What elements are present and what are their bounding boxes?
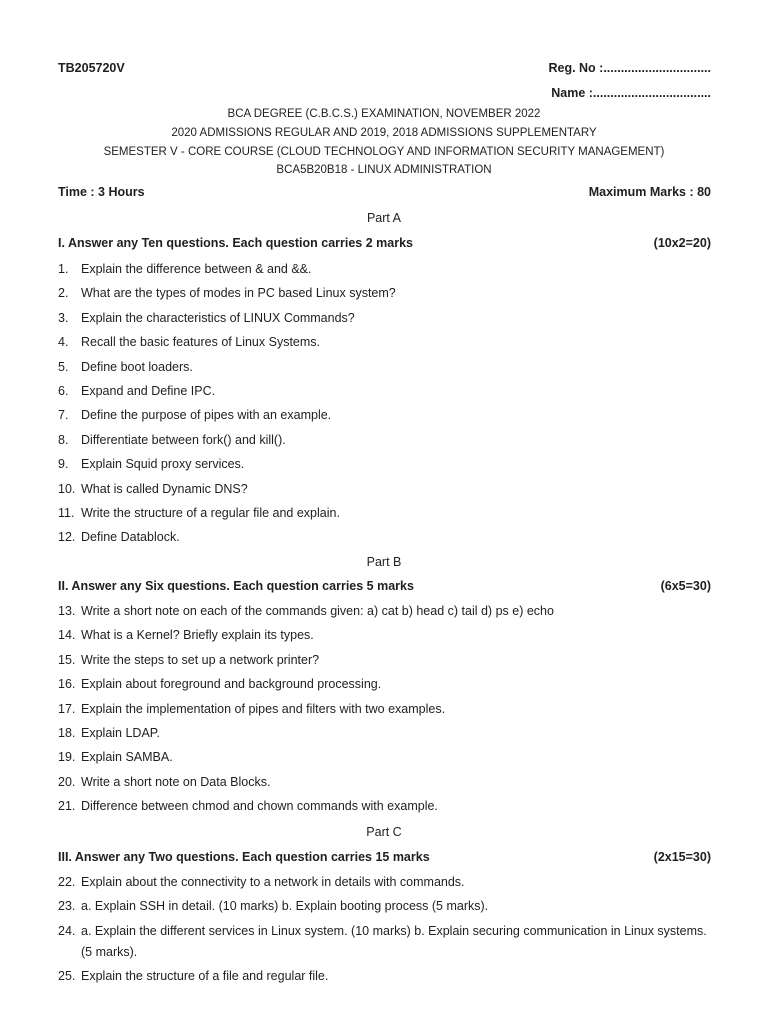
question-item	[58, 503, 711, 524]
question-number: 23.	[58, 899, 76, 914]
max-marks-label: Maximum Marks : 80	[588, 185, 711, 199]
question-text: Recall the basic features of Linux Systems.	[81, 335, 321, 350]
question-number: 5.	[58, 359, 69, 374]
question-item	[58, 625, 711, 646]
course-code-line: BCA5B20B18 - LINUX ADMINISTRATION	[276, 164, 492, 176]
part-b-instruction-row	[58, 579, 711, 593]
question-number: 18.	[58, 725, 76, 740]
name-field: Name :..................................	[551, 86, 711, 100]
question-item	[58, 723, 711, 744]
part-c-instruction-row	[58, 850, 711, 864]
part-a-instruction: I. Answer any Ten questions. Each question carries 2 marks	[58, 236, 413, 250]
part-a-instruction-row	[58, 236, 711, 250]
exam-title: BCA DEGREE (C.B.C.S.) EXAMINATION, NOVEMBER 2022	[227, 108, 541, 120]
question-number: 21.	[58, 799, 76, 814]
question-text: Explain Squid proxy services.	[81, 457, 245, 472]
question-text: Define Datablock.	[81, 530, 180, 545]
question-number: 10.	[58, 481, 76, 496]
question-text: Explain SAMBA.	[81, 750, 173, 765]
question-text: Explain about foreground and background processing.	[81, 677, 382, 692]
question-text: Define the purpose of pipes with an example.	[81, 408, 332, 423]
question-item	[58, 527, 711, 548]
question-item	[58, 357, 711, 378]
question-text: Explain the difference between & and &&.	[81, 262, 312, 276]
question-number: 9.	[58, 457, 69, 472]
question-text: Explain LDAP.	[81, 725, 160, 740]
question-item	[58, 921, 711, 963]
question-number: 12.	[58, 530, 76, 545]
question-number: 4.	[58, 335, 69, 350]
part-b-marks: (6x5=30)	[660, 579, 711, 593]
question-item	[58, 381, 711, 402]
question-item	[58, 405, 711, 426]
question-text: Write the structure of a regular file and explain.	[81, 505, 340, 520]
question-item	[58, 650, 711, 671]
question-item	[58, 308, 711, 329]
part-b-title: Part B	[366, 555, 402, 569]
question-number: 11.	[58, 505, 75, 520]
question-text: Difference between chmod and chown commands with example.	[81, 799, 438, 814]
question-text: Write the steps to set up a network printer?	[81, 652, 320, 667]
time-label: Time : 3 Hours	[58, 185, 145, 199]
question-item	[58, 772, 711, 793]
question-item	[58, 896, 711, 917]
question-item	[58, 332, 711, 353]
part-a-questions	[58, 259, 711, 552]
question-text: Expand and Define IPC.	[81, 383, 216, 398]
question-number: 16.	[58, 677, 76, 692]
question-text: Differentiate between fork() and kill().	[81, 432, 286, 447]
part-b-instruction: II. Answer any Six questions. Each question carries 5 marks	[58, 579, 414, 593]
question-number: 3.	[58, 310, 69, 325]
question-item	[58, 601, 711, 622]
part-c-marks: (2x15=30)	[653, 850, 711, 864]
question-number: 8.	[58, 432, 69, 447]
question-text: What are the types of modes in PC based Linux system?	[81, 286, 396, 301]
question-number: 22.	[58, 875, 76, 889]
question-number: 6.	[58, 383, 69, 398]
question-text: What is called Dynamic DNS?	[81, 481, 248, 496]
question-item	[58, 283, 711, 304]
question-number: 19.	[58, 750, 76, 765]
question-number: 14.	[58, 628, 76, 643]
question-text: Explain the structure of a file and regular file.	[81, 969, 329, 984]
question-number: 7.	[58, 408, 69, 423]
part-c-title: Part C	[366, 825, 402, 839]
question-item	[58, 430, 711, 451]
reg-no-field: Reg. No :...............................	[548, 61, 711, 75]
question-item	[58, 966, 711, 987]
question-item	[58, 872, 711, 893]
part-c-questions	[58, 872, 711, 991]
question-text: Explain about the connectivity to a network in details with commands.	[81, 875, 465, 889]
part-a-marks: (10x2=20)	[653, 236, 711, 250]
question-number: 15.	[58, 652, 76, 667]
question-number: 25.	[58, 969, 76, 984]
admissions-line: 2020 ADMISSIONS REGULAR AND 2019, 2018 ADMISSIONS SUPPLEMENTARY	[171, 127, 597, 139]
question-item	[58, 454, 711, 475]
question-number: 13.	[58, 604, 76, 618]
question-item	[58, 674, 711, 695]
question-text: a. Explain the different services in Linux system. (10 marks) b. Explain securing communication in Linux systems. (5 marks).	[81, 923, 707, 959]
question-number: 1.	[58, 262, 69, 276]
question-item	[58, 747, 711, 768]
question-number: 20.	[58, 774, 76, 789]
part-c-instruction: III. Answer any Two questions. Each question carries 15 marks	[58, 850, 430, 864]
question-text: Write a short note on each of the commands given: a) cat b) head c) tail d) ps e) echo	[81, 604, 554, 618]
question-text: Write a short note on Data Blocks.	[81, 774, 271, 789]
question-text: Define boot loaders.	[81, 359, 193, 374]
question-number: 17.	[58, 701, 76, 716]
question-number: 2.	[58, 286, 69, 301]
part-a-title: Part A	[366, 211, 402, 225]
paper-code: TB205720V	[58, 61, 125, 75]
question-number: 24.	[58, 923, 76, 938]
question-item	[58, 259, 711, 280]
time-marks-row	[58, 185, 711, 199]
question-text: What is a Kernel? Briefly explain its types.	[81, 628, 314, 643]
question-text: Explain the implementation of pipes and filters with two examples.	[81, 701, 446, 716]
question-text: a. Explain SSH in detail. (10 marks) b. Explain booting process (5 marks).	[81, 899, 489, 914]
question-item	[58, 699, 711, 720]
part-b-questions	[58, 601, 711, 821]
question-item	[58, 796, 711, 817]
question-text: Explain the characteristics of LINUX Commands?	[81, 310, 355, 325]
semester-line: SEMESTER V - CORE COURSE (CLOUD TECHNOLOGY AND INFORMATION SECURITY MANAGEMENT)	[103, 146, 665, 158]
question-item	[58, 479, 711, 500]
